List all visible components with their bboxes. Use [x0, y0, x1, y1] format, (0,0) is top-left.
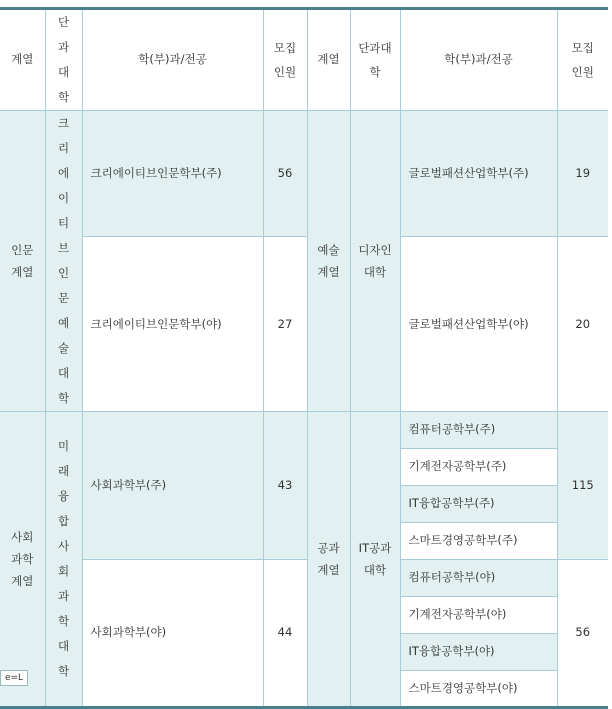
college-design: 디자인 대학: [350, 111, 400, 412]
college-creative-humanities: 크 리 에 이 티 브 인 문 예 술 대 학: [45, 111, 82, 412]
dept-smart-management-night: 스마트경영공학부(야): [400, 671, 557, 708]
dept-it-convergence-day: IT융합공학부(주): [400, 486, 557, 523]
field-humanities: 인문 계열: [0, 111, 45, 412]
dept-mechatronics-night: 기계전자공학부(야): [400, 597, 557, 634]
header-quota-2: 모집 인원: [557, 9, 608, 111]
dept-mechatronics-day: 기계전자공학부(주): [400, 449, 557, 486]
dept-global-fashion-night: 글로벌패션산업학부(야): [400, 237, 557, 412]
college-it-engineering: IT공과 대학: [350, 412, 400, 708]
quota-global-fashion-day: 19: [557, 111, 608, 237]
header-department: 학(부)과/전공: [82, 9, 263, 111]
college-future-social-science: 미 래 융 합 사 회 과 학 대 학: [45, 412, 82, 708]
field-art: 예술 계열: [307, 111, 350, 412]
quota-engineering-day: 115: [557, 412, 608, 560]
header-row: [0, 9, 608, 111]
dept-it-convergence-night: IT융합공학부(야): [400, 634, 557, 671]
dept-creative-humanities-day: 크리에이티브인문학부(주): [82, 111, 263, 237]
quota-creative-humanities-night: 27: [263, 237, 307, 412]
admissions-table: [0, 7, 608, 709]
header-field: 계열: [0, 9, 45, 111]
overlay-tag: e=L: [0, 670, 28, 686]
header-quota: 모집 인원: [263, 9, 307, 111]
quota-creative-humanities-day: 56: [263, 111, 307, 237]
quota-social-science-day: 43: [263, 412, 307, 560]
quota-engineering-night: 56: [557, 560, 608, 708]
field-engineering: 공과 계열: [307, 412, 350, 708]
table-row: [0, 111, 608, 237]
quota-global-fashion-night: 20: [557, 237, 608, 412]
table-row: [0, 412, 608, 449]
header-college: 단 과 대 학: [45, 9, 82, 111]
dept-computer-night: 컴퓨터공학부(야): [400, 560, 557, 597]
header-field-2: 계열: [307, 9, 350, 111]
dept-global-fashion-day: 글로벌패션산업학부(주): [400, 111, 557, 237]
dept-creative-humanities-night: 크리에이티브인문학부(야): [82, 237, 263, 412]
field-social-science: 사회 과학 계열: [0, 412, 45, 708]
header-department-2: 학(부)과/전공: [400, 9, 557, 111]
dept-computer-day: 컴퓨터공학부(주): [400, 412, 557, 449]
header-college-2: 단과대 학: [350, 9, 400, 111]
dept-social-science-day: 사회과학부(주): [82, 412, 263, 560]
table-row: [0, 560, 608, 597]
table-row: [0, 237, 608, 412]
quota-social-science-night: 44: [263, 560, 307, 708]
dept-smart-management-day: 스마트경영공학부(주): [400, 523, 557, 560]
dept-social-science-night: 사회과학부(야): [82, 560, 263, 708]
